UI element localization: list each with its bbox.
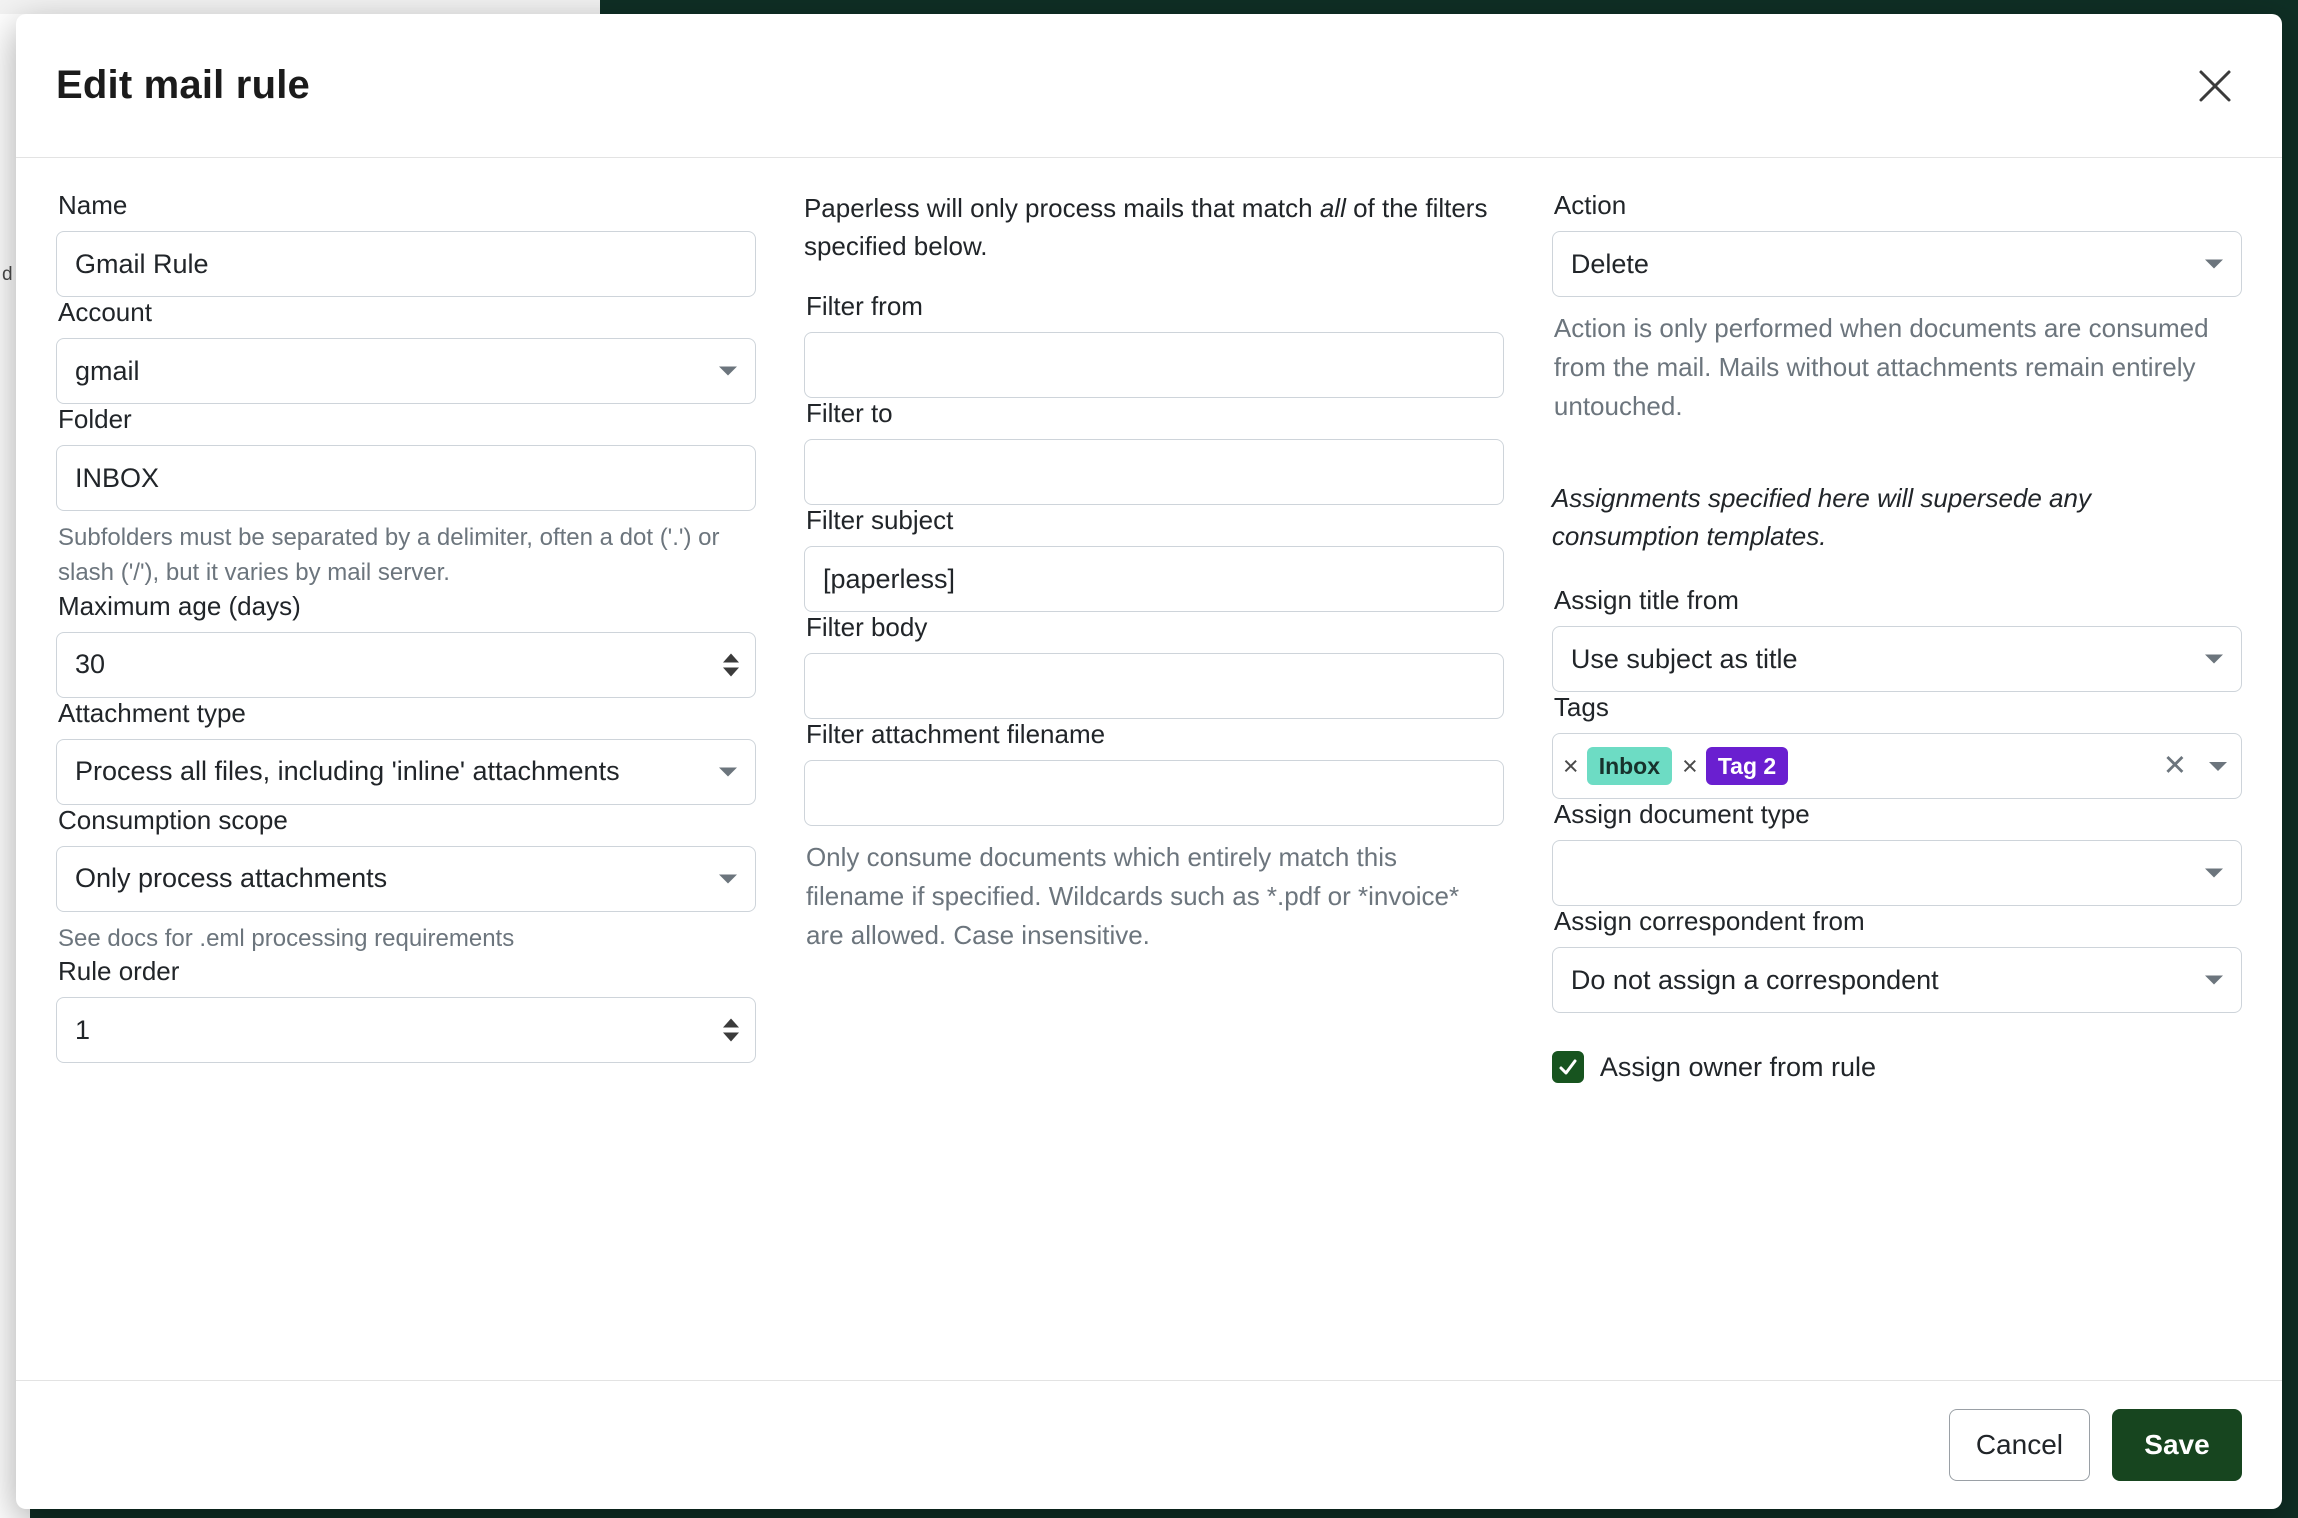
action-label: Action xyxy=(1553,190,1627,220)
save-button[interactable]: Save xyxy=(2112,1409,2242,1481)
chevron-down-icon xyxy=(719,367,737,376)
dialog-header xyxy=(16,14,2282,158)
edit-mail-rule-dialog xyxy=(16,14,2282,1509)
tags-select[interactable] xyxy=(1552,733,2242,799)
filter-attachment-filename-label: Filter attachment filename xyxy=(805,719,1106,750)
stepper-up-icon[interactable] xyxy=(723,1019,739,1028)
assign-title-from-select[interactable] xyxy=(1552,626,2242,692)
filter-from-label: Filter from xyxy=(805,291,923,322)
filter-to-label: Filter to xyxy=(805,398,893,429)
clear-tags-icon[interactable]: ✕ xyxy=(2162,749,2187,782)
chevron-down-icon xyxy=(2205,655,2223,664)
assign-owner-label: Assign owner from rule xyxy=(1599,1051,1877,1082)
tags-actions xyxy=(2162,749,2227,782)
chevron-down-icon xyxy=(2205,869,2223,878)
tag-chip-item xyxy=(1563,747,1672,785)
folder-label: Folder xyxy=(58,404,132,434)
stepper-up-icon[interactable] xyxy=(723,653,739,662)
assign-correspondent-label: Assign correspondent from xyxy=(1553,906,1865,937)
tag-chip-item xyxy=(1682,747,1788,785)
filter-subject-input[interactable]: [paperless] xyxy=(804,546,1504,612)
assign-document-type-label: Assign document type xyxy=(1553,799,1810,830)
account-label: Account xyxy=(58,297,152,327)
filter-to-input[interactable] xyxy=(804,439,1504,505)
quantity-stepper[interactable] xyxy=(723,653,739,676)
account-select-value: gmail xyxy=(75,355,140,386)
dialog-footer xyxy=(16,1380,2282,1509)
name-input[interactable]: Gmail Rule xyxy=(56,231,756,297)
quantity-stepper[interactable] xyxy=(723,1019,739,1042)
column-general xyxy=(56,190,756,1380)
chevron-down-icon xyxy=(719,874,737,883)
filter-from-input[interactable] xyxy=(804,332,1504,398)
tag-chip[interactable]: Inbox xyxy=(1587,747,1672,785)
folder-hint: Subfolders must be separated by a delimiter, often a dot ('.') or slash ('/'), but it varies by mail server. xyxy=(58,524,720,586)
assignments-note: Assignments specified here will supersede any consumption templates. xyxy=(1551,483,2091,551)
rule-order-value: 1 xyxy=(75,1014,91,1045)
chevron-down-icon xyxy=(2205,260,2223,269)
assign-title-from-value: Use subject as title xyxy=(1570,643,1798,674)
background-text-fragment: d xyxy=(2,264,13,285)
folder-input[interactable]: INBOX xyxy=(56,445,756,511)
consumption-scope-select[interactable] xyxy=(56,846,756,912)
attachment-type-value: Process all files, including 'inline' attachments xyxy=(75,756,620,787)
assign-correspondent-value: Do not assign a correspondent xyxy=(1570,964,1939,995)
remove-tag-icon[interactable]: × xyxy=(1682,750,1698,781)
attachment-type-select[interactable] xyxy=(56,739,756,805)
page-title: Edit mail rule xyxy=(56,63,310,107)
filter-subject-label: Filter subject xyxy=(805,505,954,536)
stepper-down-icon[interactable] xyxy=(723,667,739,676)
filter-attachment-filename-input[interactable] xyxy=(804,760,1504,826)
name-label: Name xyxy=(58,190,128,220)
rule-order-input[interactable] xyxy=(56,997,756,1063)
attachment-type-label: Attachment type xyxy=(58,697,246,728)
assign-title-from-label: Assign title from xyxy=(1553,585,1739,616)
close-icon[interactable] xyxy=(2188,59,2242,113)
consumption-scope-value: Only process attachments xyxy=(75,863,388,894)
chevron-down-icon[interactable] xyxy=(2209,762,2227,771)
maximum-age-value: 30 xyxy=(75,649,106,680)
filters-intro xyxy=(804,190,1504,265)
maximum-age-input[interactable] xyxy=(56,632,756,698)
tags-chip-list xyxy=(1563,747,2163,785)
filters-intro-after: of the filters specified below. xyxy=(803,193,1488,261)
filters-intro-before: Paperless will only process mails that match xyxy=(803,193,1320,223)
account-select[interactable] xyxy=(56,338,756,404)
filter-body-label: Filter body xyxy=(805,612,928,643)
stepper-down-icon[interactable] xyxy=(723,1033,739,1042)
assign-owner-checkbox[interactable] xyxy=(1552,1051,1584,1083)
assign-owner-row[interactable] xyxy=(1552,1051,2242,1083)
cancel-button[interactable]: Cancel xyxy=(1949,1409,2090,1481)
consumption-scope-label: Consumption scope xyxy=(58,804,288,835)
action-hint: Action is only performed when documents are consumed from the mail. Mails without attachments remain entirely untouched. xyxy=(1553,313,2209,421)
column-filters xyxy=(804,190,1504,1380)
background-strip xyxy=(0,0,600,14)
column-actions xyxy=(1552,190,2242,1380)
chevron-down-icon xyxy=(2205,976,2223,985)
filter-body-input[interactable] xyxy=(804,653,1504,719)
assign-document-type-select[interactable] xyxy=(1552,840,2242,906)
maximum-age-label: Maximum age (days) xyxy=(58,590,301,621)
chevron-down-icon xyxy=(719,767,737,776)
filter-attachment-hint: Only consume documents which entirely match this filename if specified. Wildcards such as *.pdf or *invoice* are allowed. Case insensitive. xyxy=(805,842,1460,951)
assign-correspondent-select[interactable] xyxy=(1552,947,2242,1013)
remove-tag-icon[interactable]: × xyxy=(1562,750,1579,781)
tag-chip[interactable]: Tag 2 xyxy=(1706,747,1788,785)
rule-order-label: Rule order xyxy=(58,956,180,987)
consumption-scope-hint: See docs for .eml processing requirements xyxy=(58,924,515,952)
tags-label: Tags xyxy=(1553,692,1609,723)
action-select[interactable] xyxy=(1552,231,2242,297)
dialog-body xyxy=(16,158,2282,1380)
filters-intro-emphasis: all xyxy=(1319,193,1346,223)
action-select-value: Delete xyxy=(1570,248,1649,279)
